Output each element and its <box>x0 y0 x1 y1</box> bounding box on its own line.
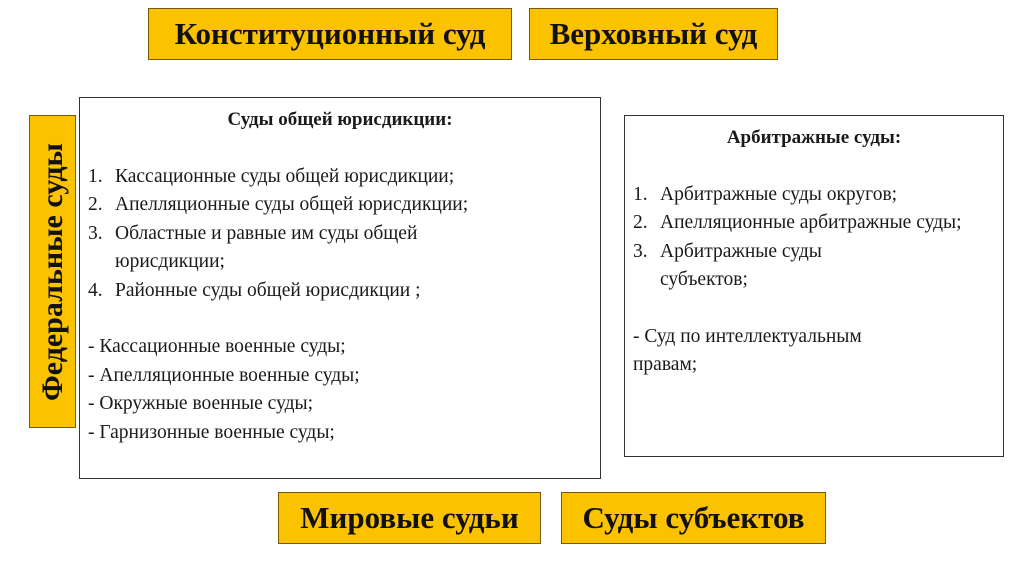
list-item: - Апелляционные военные суды; <box>88 364 360 386</box>
item-number: 1. <box>88 165 103 187</box>
justices-of-peace-box <box>278 492 541 544</box>
arbitration-title: Арбитражные суды: <box>726 127 902 148</box>
item-number: 3. <box>88 222 103 244</box>
list-item: - Гарнизонные военные суды; <box>88 421 335 443</box>
item-number: 1. <box>633 183 648 205</box>
item-text: Кассационные суды общей юрисдикции; <box>115 165 455 187</box>
supreme-court-box <box>529 8 778 60</box>
arbitration-list <box>633 181 995 295</box>
list-item <box>88 220 592 277</box>
general-jurisdiction-panel <box>79 97 601 479</box>
general-jurisdiction-list <box>88 163 592 306</box>
item-number: 2. <box>633 212 648 233</box>
arbitration-panel <box>624 115 1004 457</box>
item-text: Арбитражные суды округов; <box>660 183 898 205</box>
intellectual-property-court: - Суд по интеллектуальным правам; <box>633 325 862 375</box>
item-text: Районные суды общей юрисдикции ; <box>115 279 421 301</box>
item-text: Арбитражные суды субъектов; <box>660 240 822 290</box>
item-text: Апелляционные арбитражные суды; <box>660 212 962 233</box>
subject-courts-box <box>561 492 826 544</box>
item-number: 3. <box>633 240 648 262</box>
item-number: 4. <box>88 279 103 301</box>
justices-of-peace-label: Мировые судьи <box>300 500 519 535</box>
constitutional-court-box <box>148 8 512 60</box>
federal-courts-label: Федеральные суды <box>35 142 69 401</box>
supreme-court-label: Верховный суд <box>549 16 758 51</box>
item-number: 2. <box>88 194 103 215</box>
list-item <box>88 191 592 220</box>
constitutional-court-label: Конституционный суд <box>174 16 486 51</box>
military-courts-list <box>88 333 592 447</box>
list-item <box>633 238 995 295</box>
list-item: - Окружные военные суды; <box>88 393 314 414</box>
item-text: Областные и равные им суды общей юрисдикции; <box>115 222 418 272</box>
subject-courts-label: Суды субъектов <box>582 500 805 535</box>
general-jurisdiction-title: Суды общей юрисдикции: <box>227 109 453 130</box>
list-item <box>633 181 995 210</box>
item-text: Апелляционные суды общей юрисдикции; <box>115 194 469 215</box>
list-item <box>88 163 592 192</box>
list-item: - Кассационные военные суды; <box>88 336 346 357</box>
list-item <box>633 209 995 238</box>
federal-courts-box <box>29 115 76 428</box>
list-item <box>88 277 592 306</box>
